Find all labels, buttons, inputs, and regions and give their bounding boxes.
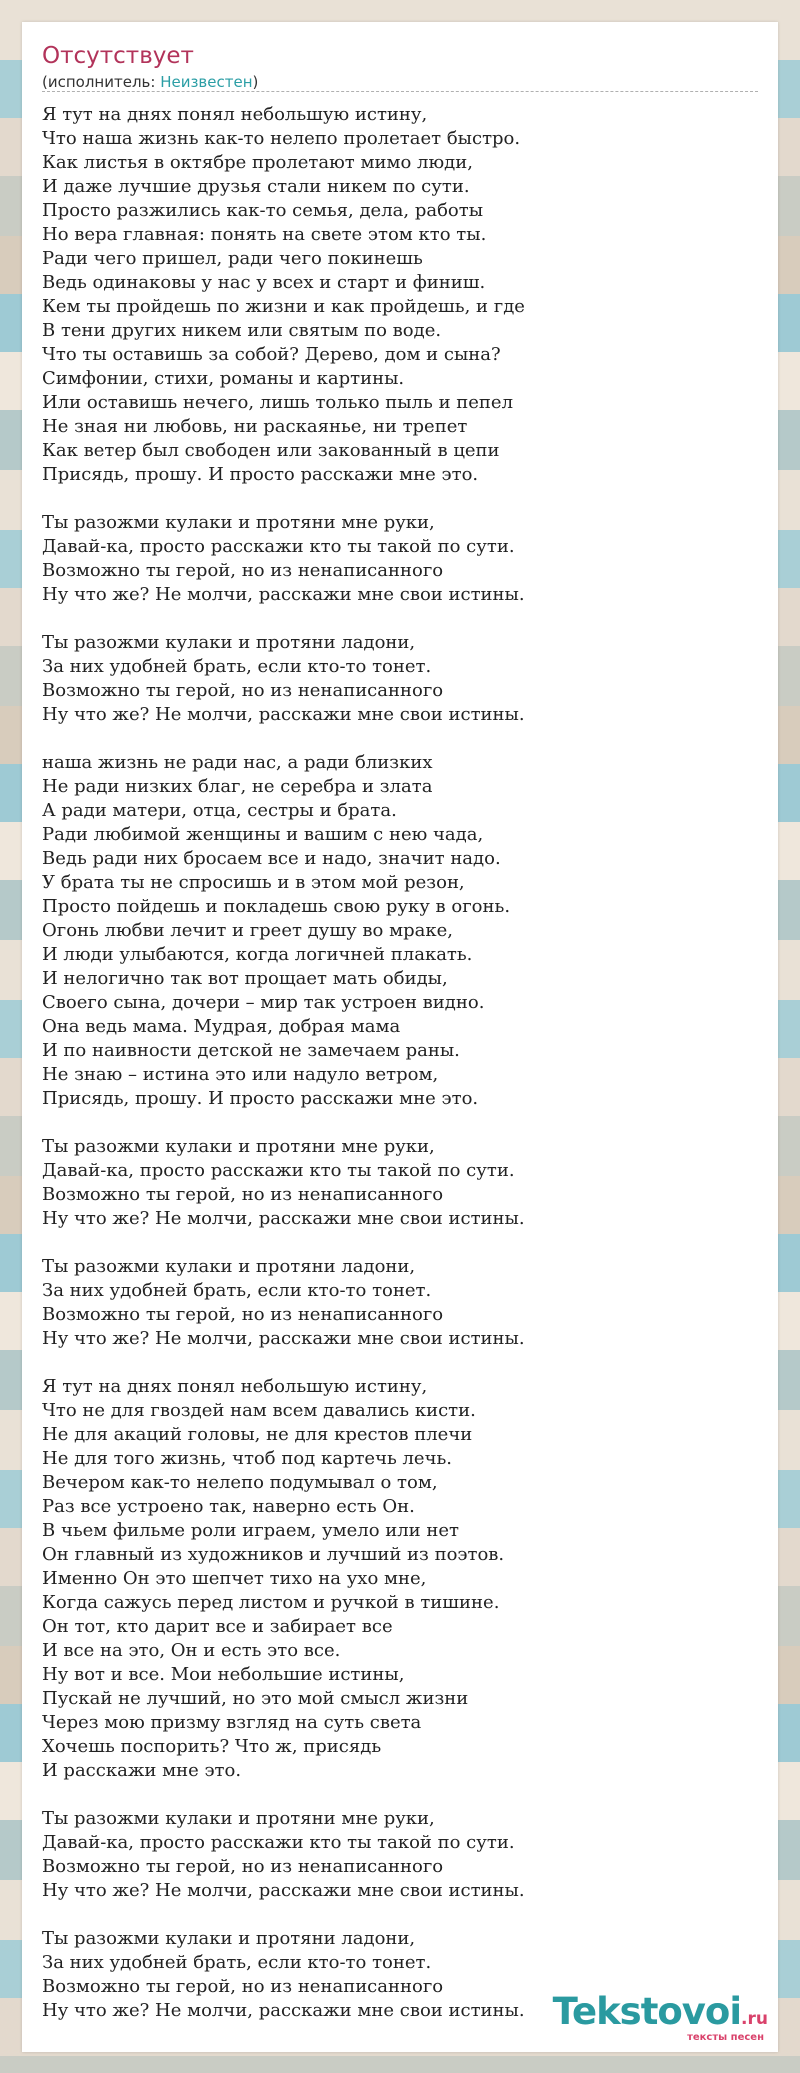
lyric-line: Возможно ты герой, но из ненаписанного	[42, 560, 444, 581]
lyric-line: Возможно ты герой, но из ненаписанного	[42, 1976, 444, 1997]
lyric-line: И по наивности детской не замечаем раны.	[42, 1040, 460, 1061]
lyric-line: Не знаю – истина это или надуло ветром,	[42, 1064, 439, 1085]
logo-tagline: тексты песен	[687, 2032, 764, 2043]
lyric-line: Он тот, кто дарит все и забирает все	[42, 1616, 393, 1637]
lyric-line: Что не для гвоздей нам всем давались кисти.	[42, 1400, 476, 1421]
lyric-line: Она ведь мама. Мудрая, добрая мама	[42, 1016, 401, 1037]
lyric-line: Просто разжились как-то семья, дела, работы	[42, 200, 484, 221]
lyric-line: Но вера главная: понять на свете этом кто ты.	[42, 224, 487, 245]
lyric-line: Я тут на днях понял небольшую истину,	[42, 104, 428, 125]
lyric-line: В тени других никем или святым по воде.	[42, 320, 442, 341]
lyric-line: Возможно ты герой, но из ненаписанного	[42, 680, 444, 701]
lyrics-stanza	[42, 511, 752, 607]
lyric-line: Он главный из художников и лучший из поэтов.	[42, 1544, 505, 1565]
lyric-line: Не ради низких благ, не серебра и злата	[42, 776, 433, 797]
lyric-line: За них удобней брать, если кто-то тонет.	[42, 1952, 432, 1973]
lyric-line: Ну что же? Не молчи, расскажи мне свои истины.	[42, 1208, 525, 1229]
lyric-line: Ну что же? Не молчи, расскажи мне свои истины.	[42, 1328, 525, 1349]
lyric-line: Кем ты пройдешь по жизни и как пройдешь, и где	[42, 296, 525, 317]
lyric-line: Давай-ка, просто расскажи кто ты такой по сути.	[42, 536, 515, 557]
song-title: Отсутствует	[42, 43, 194, 69]
tekstovoi-logo[interactable]	[528, 1992, 768, 2050]
lyric-line: И люди улыбаются, когда логичней плакать.	[42, 944, 473, 965]
lyric-line: Или оставишь нечего, лишь только пыль и пепел	[42, 392, 514, 413]
lyric-line: Не зная ни любовь, ни раскаянье, ни трепет	[42, 416, 468, 437]
logo-main-text: Tekstovoi	[552, 1990, 742, 2033]
lyric-line: За них удобней брать, если кто-то тонет.	[42, 656, 432, 677]
lyric-line: Через мою призму взгляд на суть света	[42, 1712, 422, 1733]
lyric-line: И все на это, Он и есть это все.	[42, 1640, 341, 1661]
lyric-line: Ну что же? Не молчи, расскажи мне свои истины.	[42, 1880, 525, 1901]
lyric-line: Давай-ка, просто расскажи кто ты такой по сути.	[42, 1160, 515, 1181]
lyric-line: Хочешь поспорить? Что ж, присядь	[42, 1736, 382, 1757]
lyric-line: Не для того жизнь, чтоб под картечь лечь.	[42, 1448, 453, 1469]
lyric-line: Своего сына, дочери – мир так устроен видно.	[42, 992, 485, 1013]
lyric-line: Ну вот и все. Мои небольшие истины,	[42, 1664, 405, 1685]
lyric-line: Давай-ка, просто расскажи кто ты такой по сути.	[42, 1832, 515, 1853]
lyrics-stanza	[42, 631, 752, 727]
lyric-line: Ведь ради них бросаем все и надо, значит надо.	[42, 848, 501, 869]
lyrics-stanza	[42, 1135, 752, 1231]
lyric-line: Возможно ты герой, но из ненаписанного	[42, 1184, 444, 1205]
lyrics-text	[42, 103, 752, 2047]
lyric-line: Ну что же? Не молчи, расскажи мне свои истины.	[42, 704, 525, 725]
lyric-line: Ну что же? Не молчи, расскажи мне свои истины.	[42, 2000, 525, 2021]
lyric-line: Ты разожми кулаки и протяни ладони,	[42, 1256, 416, 1277]
lyric-line: Ради чего пришел, ради чего покинешь	[42, 248, 423, 269]
title-divider	[42, 91, 758, 92]
lyric-line: Я тут на днях понял небольшую истину,	[42, 1376, 428, 1397]
lyrics-stanza	[42, 1807, 752, 1903]
lyric-line: Как ветер был свободен или закованный в цепи	[42, 440, 500, 461]
subtitle-prefix: (исполнитель:	[42, 73, 161, 91]
lyric-line: И нелогично так вот прощает мать обиды,	[42, 968, 448, 989]
lyric-line: Ты разожми кулаки и протяни мне руки,	[42, 1808, 435, 1829]
song-subtitle	[42, 72, 258, 92]
lyric-line: Огонь любви лечит и греет душу во мраке,	[42, 920, 453, 941]
lyric-line: Не для акаций головы, не для крестов плечи	[42, 1424, 473, 1445]
lyric-line: И расскажи мне это.	[42, 1760, 242, 1781]
lyric-line: В чьем фильме роли играем, умело или нет	[42, 1520, 460, 1541]
lyric-line: За них удобней брать, если кто-то тонет.	[42, 1280, 432, 1301]
lyric-line: Вечером как-то нелепо подумывал о том,	[42, 1472, 438, 1493]
lyrics-stanza	[42, 1375, 752, 1783]
lyric-line: Именно Он это шепчет тихо на ухо мне,	[42, 1568, 427, 1589]
lyric-line: Пускай не лучший, но это мой смысл жизни	[42, 1688, 469, 1709]
lyric-line: Ты разожми кулаки и протяни ладони,	[42, 632, 416, 653]
lyric-line: Присядь, прошу. И просто расскажи мне это.	[42, 464, 479, 485]
logo-suffix-text: .ru	[741, 2009, 768, 2029]
lyrics-stanza	[42, 103, 752, 487]
lyric-line: И даже лучшие друзья стали никем по сути.	[42, 176, 470, 197]
lyric-line: наша жизнь не ради нас, а ради близких	[42, 752, 433, 773]
lyrics-stanza	[42, 751, 752, 1111]
lyric-line: Как листья в октябре пролетают мимо люди,	[42, 152, 473, 173]
lyric-line: Возможно ты герой, но из ненаписанного	[42, 1304, 444, 1325]
subtitle-suffix: )	[252, 73, 259, 91]
lyric-line: Симфонии, стихи, романы и картины.	[42, 368, 405, 389]
lyric-line: Раз все устроено так, наверно есть Он.	[42, 1496, 415, 1517]
lyric-line: Присядь, прошу. И просто расскажи мне это.	[42, 1088, 479, 1109]
lyrics-card	[22, 22, 778, 2052]
lyric-line: Ты разожми кулаки и протяни ладони,	[42, 1928, 416, 1949]
lyric-line: Ради любимой женщины и вашим с нею чада,	[42, 824, 484, 845]
lyric-line: Ведь одинаковы у нас у всех и старт и финиш.	[42, 272, 486, 293]
lyrics-stanza	[42, 1255, 752, 1351]
lyric-line: У брата ты не спросишь и в этом мой резон,	[42, 872, 465, 893]
lyric-line: Ты разожми кулаки и протяни мне руки,	[42, 512, 435, 533]
lyric-line: Просто пойдешь и покладешь свою руку в огонь.	[42, 896, 511, 917]
lyric-line: Возможно ты герой, но из ненаписанного	[42, 1856, 444, 1877]
lyric-line: Что ты оставишь за собой? Дерево, дом и сына?	[42, 344, 501, 365]
lyric-line: А ради матери, отца, сестры и брата.	[42, 800, 397, 821]
lyric-line: Ты разожми кулаки и протяни мне руки,	[42, 1136, 435, 1157]
lyric-line: Ну что же? Не молчи, расскажи мне свои истины.	[42, 584, 525, 605]
lyric-line: Когда сажусь перед листом и ручкой в тишине.	[42, 1592, 500, 1613]
lyric-line: Что наша жизнь как-то нелепо пролетает быстро.	[42, 128, 521, 149]
artist-link[interactable]: Неизвестен	[160, 73, 253, 91]
